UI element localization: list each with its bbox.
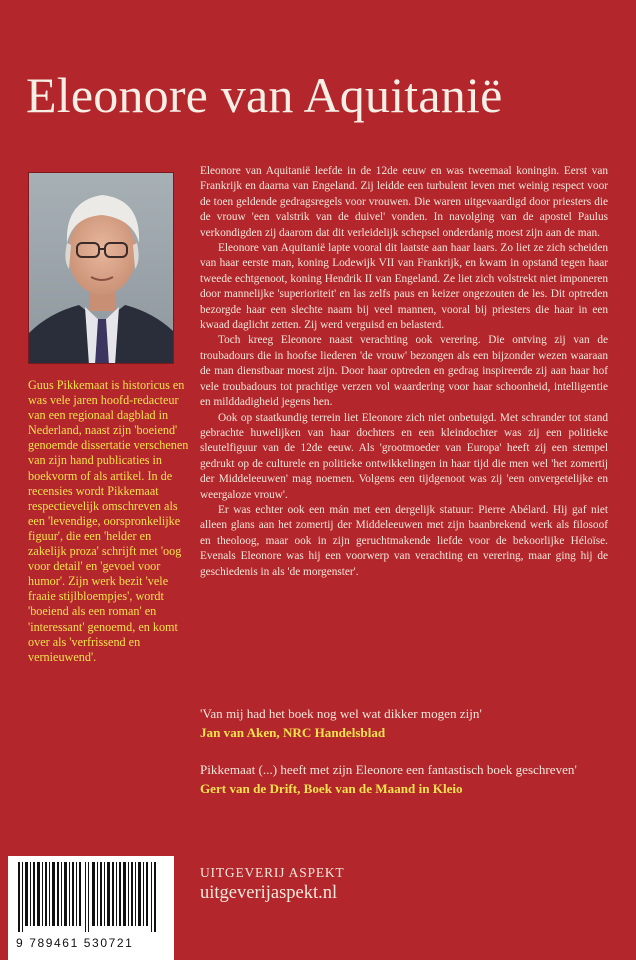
blurb-paragraph: Er was echter ook een mán met een dergelijk statuur: Pierre Abélard. Hij gaf niet alleen glans aan het zomertij der Middeleeuwen met zijn baanbrekend werk als filosoof en theoloog, maar ook in zijn geruchtmakende liefde voor de bekoorlijke Héloïse. Evenals Eleonore was hij een voorwerp van verachting en verering, maar ging hij de geschiedenis in als 'de morgenster'.	[200, 503, 608, 578]
blurb-paragraph: Eleonore van Aquitanië leefde in de 12de eeuw en was tweemaal koningin. Eerst van Frankrijk en daarna van Engeland. Zij leidde een turbulent leven met weinig respect voor de toen geldende gedragsregels voor vrouwen. Die waren uitgevaardigd door priesters die de vrouw 'een valstrik van de duivel' vonden. In navolging van de apostel Paulus verkondigden zij daarom dat dit verleidelijk schepsel onderdanig moest zijn aan de man.	[200, 165, 608, 239]
blurb-paragraph: Toch kreeg Eleonore naast verachting ook verering. Die ontving zij van de troubadours die in hoofse liederen 'de vrouw' bezongen als een bijzonder wezen waaraan de man dienstbaar moest zijn. Door haar optreden en gedrag inspireerde zij aan haar hof vele troubadours tot prachtige verzen vol waardering voor haar schoonheid, intelligentie en milddadigheid jegens hen.	[200, 334, 608, 409]
book-blurb	[200, 164, 608, 580]
book-title: Eleonore van Aquitanië	[26, 67, 503, 123]
review-quote-text: 'Van mij had het boek nog wel wat dikker mogen zijn'	[200, 706, 482, 721]
isbn-barcode	[8, 856, 174, 960]
review-quote	[200, 760, 620, 798]
review-quote	[200, 704, 620, 742]
review-quote-source: Gert van de Drift, Boek van de Maand in Kleio	[200, 781, 463, 796]
review-quote-source: Jan van Aken, NRC Handelsblad	[200, 725, 386, 740]
blurb-paragraph: Ook op staatkundig terrein liet Eleonore zich niet onbetuigd. Met schrander tot stand gebrachte huwelijken van haar dochters en een kleindochter was zij een politieke sleutelfiguur van de 12de eeuw. Als 'grootmoeder van Europa' heeft zij een stempel gedrukt op de culturele en politieke ontwikkelingen in haar tijd die men wel 'het zomertij der Middeleeuwen' mag noemen. Volgens een tijdgenoot was zij 'een onvergetelijke en weergaloze vrouw'.	[200, 411, 608, 501]
author-portrait-icon	[29, 173, 174, 364]
author-bio-text: Guus Pikkemaat is historicus en was vele jaren hoofd-redacteur van een regionaal dagblad in Nederland, naast zijn 'boeiend' genoemde dissertatie verschenen van zijn hand publicaties in boekvorm of als artikel. In de recensies wordt Pikkemaat respectievelijk omschreven als een 'levendige, oorspronkelijke figuur', die een 'helder en zakelijk proza' schrijft met 'oog voor detail' en 'gevoel voor humor'. Zijn werk bezit 'vele fraaie stijlbloempjes', wordt 'boeiend als een roman' en 'interessant' genoemd, en komt over als 'verfrissend en vernieuwend'.	[28, 378, 189, 664]
barcode-icon	[8, 856, 174, 936]
isbn-number: 9 789461 530721	[16, 936, 134, 950]
publisher-name: UITGEVERIJ ASPEKT	[200, 865, 345, 880]
blurb-paragraph: Eleonore van Aquitanië lapte vooral dit laatste aan haar laars. Zo liet ze zich scheiden van haar eerste man, koning Lodewijk VII van Frankrijk, en kwam in opstand tegen haar tweede echtgenoot, koning Hendrik II van Engeland. Ze liet zich volstrekt niet imponeren door mannelijke 'superioriteit' en las zelfs paus en keizer ongezouten de les. Dit optreden bezorgde haar een slechte naam bij veel mannen, vooral bij priesters die haar in een kwaad daglicht zetten. Zij werd verguisd en belasterd.	[200, 242, 608, 332]
publisher-website[interactable]: uitgeverijaspekt.nl	[200, 883, 338, 903]
review-quote-text: Pikkemaat (...) heeft met zijn Eleonore een fantastisch boek geschreven'	[200, 762, 577, 777]
author-photo	[28, 172, 174, 364]
author-bio	[28, 378, 192, 665]
